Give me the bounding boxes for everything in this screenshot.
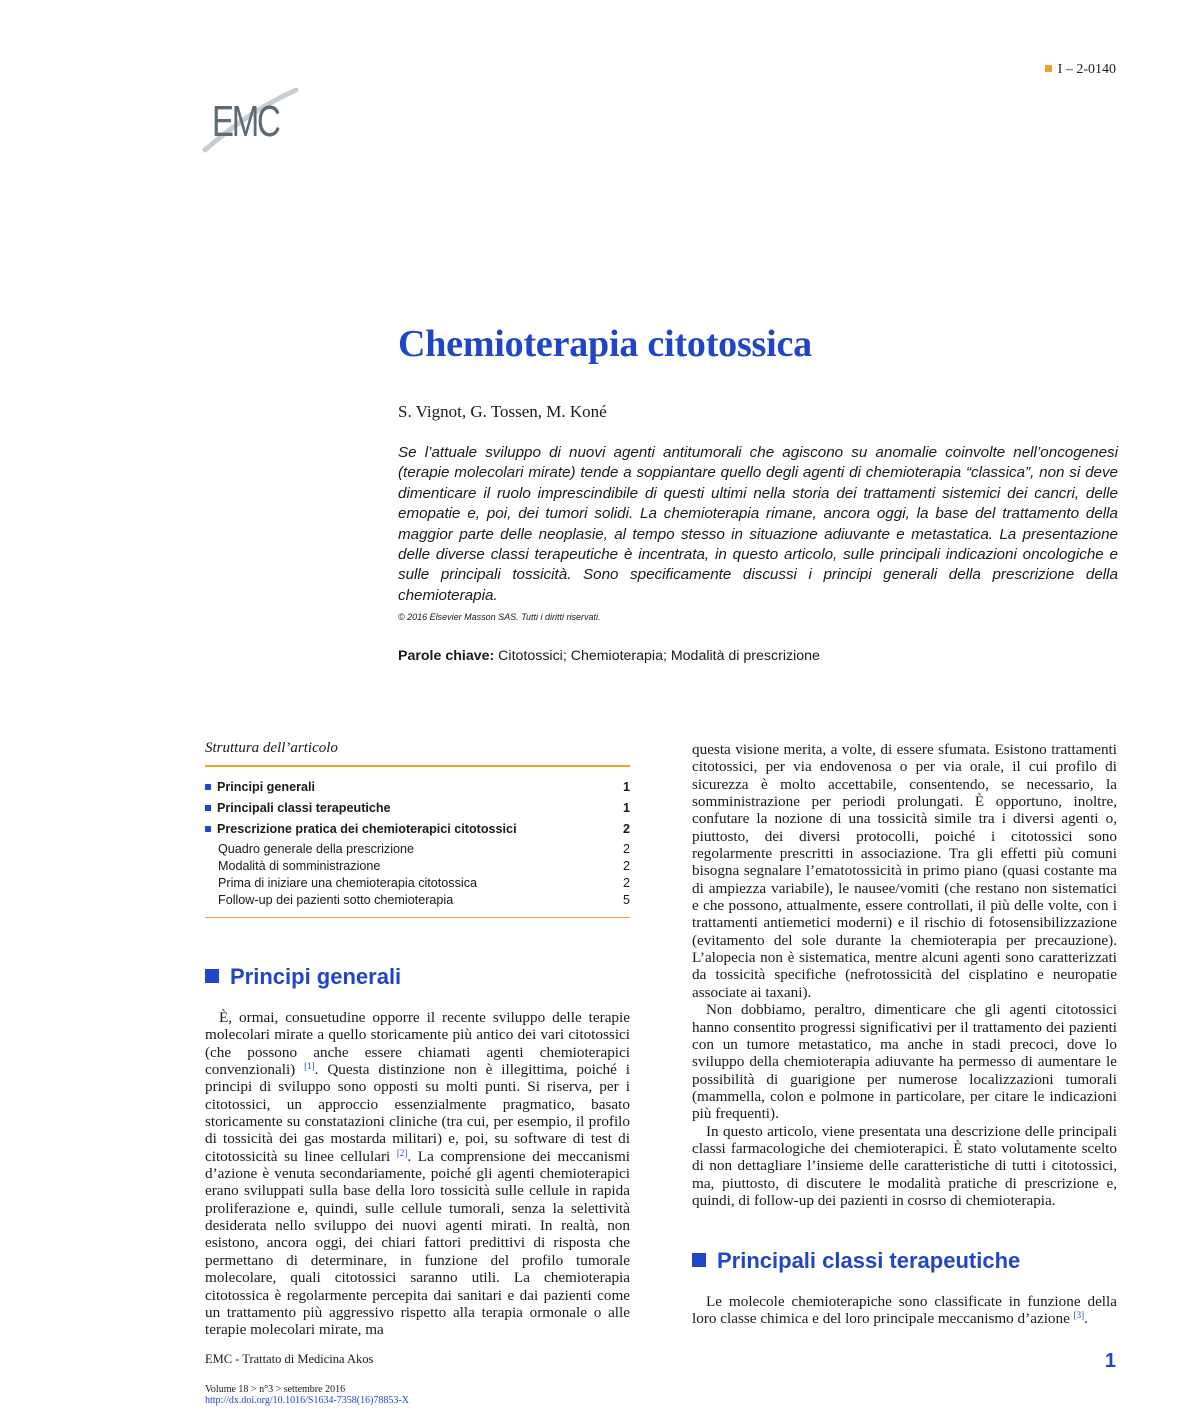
citation-link[interactable]: [1]	[304, 1061, 315, 1072]
toc-item-principali-classi[interactable]	[205, 800, 630, 817]
toc-item-label: Principi generali	[205, 779, 315, 796]
keywords-label: Parole chiave:	[398, 648, 495, 664]
outline-bottom-divider	[205, 917, 630, 918]
keywords	[398, 648, 820, 664]
article-title: Chemioterapia citotossica	[398, 323, 812, 365]
toc-item-label: Modalità di somministrazione	[218, 859, 381, 874]
toc-subitem-quadro-generale[interactable]	[205, 841, 630, 858]
toc-item-principi-generali[interactable]	[205, 779, 630, 796]
toc-item-prescrizione-pratica[interactable]	[205, 821, 630, 838]
toc-item-page: 2	[622, 821, 630, 836]
body-column-right	[692, 741, 1117, 1209]
text-run: . Questa distinzione non è illegittima, poiché i principi di sviluppo sono opposti su molti punti. Si riserva, per i citotossici, un approccio essenzialmente pragmatico, basato storicamente su constatazioni cliniche (tra cui, per esempio, il profilo di tossicità dei gas mostarda militari) e, poi, su software di test di citotossicità su linee cellulari	[205, 1061, 630, 1165]
footer-journal: EMC - Trattato di Medicina Akos	[205, 1352, 374, 1366]
toc-item-page: 1	[622, 780, 630, 794]
toc-subitem-follow-up[interactable]	[205, 892, 630, 909]
paragraph: questa visione merita, a volte, di essere sfumata. Esistono trattamenti citotossici, per via endovenosa o per via orale, il cui profilo di sicurezza è molto accettabile, consentendo, se necessario, la somministrazione per periodi prolungati. È opportuno, inoltre, confutare la nozione di una tossicità simile tra i diversi agenti o, piuttosto, dei diversi protocolli, poiché i citotossici sono regolarmente prescritti in associazione. Tra gli effetti più comuni bisogna segnalare l’ematotossicità in primo piano (quasi costante ma di ampiezza variabile), le nausee/vomiti (che restano non sistematici e che possono, attualmente, essere controllati, il più delle volte, con i trattamenti antiemetici moderni) e il rischio di fotosensibilizzazione (evitamento del sole durante la chemioterapia per precauzione). L’alopecia non è sistematica, mentre alcuni agenti sono caratterizzati da tossicità specifiche (nefrotossicità del cisplatino e neuropatie associate ai taxani).	[692, 741, 1117, 1001]
toc-item-label: Prescrizione pratica dei chemioterapici citotossici	[205, 821, 517, 838]
paragraph	[692, 1293, 1117, 1328]
logo-text: EMC	[212, 97, 279, 147]
toc-item-page: 2	[622, 842, 630, 857]
paragraph: Non dobbiamo, peraltro, dimenticare che gli agenti citotossici hanno consentito progressi significativi per il trattamento dei pazienti con un tumore metastatico, ma anche in stadi precoci, dove lo sviluppo della chemioterapia adiuvante ha permesso di aumentare le possibilità di guarigione per numerose localizzazioni tumorali (mammella, colon e polmone in particolare, per citare le indicazioni più frequenti).	[692, 1001, 1117, 1123]
toc-subitem-prima-di-iniziare[interactable]	[205, 875, 630, 892]
paragraph	[205, 1009, 630, 1339]
blue-square-icon	[205, 969, 219, 983]
section-heading-text: Principi generali	[230, 964, 402, 989]
outline-title: Struttura dell’articolo	[205, 740, 338, 756]
emc-logo-icon	[200, 78, 300, 154]
footer-volume: Volume 18 > n°3 > settembre 2016	[205, 1384, 346, 1395]
text-run: Le molecole chemioterapiche sono classificate in funzione della loro classe chimica e del loro principale meccanismo d’azione	[692, 1293, 1117, 1328]
section-heading-principali-classi	[692, 1248, 1020, 1274]
reference-code	[1045, 62, 1116, 78]
section-heading-text: Principali classi terapeutiche	[717, 1248, 1021, 1273]
text-run: È, ormai, consuetudine opporre il recente sviluppo delle terapie molecolari mirate a quello storicamente più antico dei vari citotossici (che possono anche essere chiamati agenti chemioterapici convenzionali)	[205, 1009, 630, 1079]
citation-link[interactable]: [2]	[396, 1147, 408, 1158]
page-number: 1	[1104, 1350, 1116, 1372]
body-column-right-lower	[692, 1293, 1117, 1328]
toc-item-page: 5	[622, 892, 630, 907]
text-run: . La comprensione dei meccanismi d’azione è venuta secondariamente, poiché gli agenti chemioterapici erano sviluppati sulla base della loro tossicità sulle cellule in rapida proliferazione e, quindi, sulle cellule tumorali, senza la selettività desiderata nello sviluppo dei nuovi agenti mirati. In realtà, non esistono, ancora oggi, dei chiari fattori predittivi di risposta che permettano di determinare, in funzione del profilo tumorale molecolare, quali citotossici saranno utili. La chemioterapia citotossica è regolarmente percepita dai sanitari e dai pazienti come un trattamento più aggressivo rispetto alla terapia ormonale o alle terapie molecolari mirate, ma	[205, 1147, 630, 1339]
copyright-notice: © 2016 Elsevier Masson SAS. Tutti i diritti riservati.	[398, 612, 601, 622]
toc-item-page: 2	[622, 875, 630, 890]
citation-link[interactable]: [3]	[1073, 1310, 1085, 1321]
article-authors: S. Vignot, G. Tossen, M. Koné	[398, 402, 607, 421]
toc-item-label: Principali classi terapeutiche	[205, 800, 391, 817]
toc-item-label: Prima di iniziare una chemioterapia citotossica	[218, 875, 477, 890]
toc-item-label: Follow-up dei pazienti sotto chemioterapia	[218, 892, 454, 907]
article-abstract: Se l’attuale sviluppo di nuovi agenti antitumorali che agiscono su anomalie coinvolte nell’oncogenesi (terapie molecolari mirate) tende a soppiantare quello degli agenti di chemioterapia “classica”, non si deve dimenticare il ruolo imprescindibile di questi ultimi nella storia dei trattamenti sistemici dei cancri, delle emopatie e, poi, dei tumori solidi. La chemioterapia rimane, ancora oggi, la base del trattamento della maggior parte delle neoplasie, al tempo stesso in situazione adiuvante e metastatica. La presentazione delle diverse classi terapeutiche è incentrata, in questo articolo, sulle principali indicazioni oncologiche e sulle principali tossicità. Sono specificamente discussi i principi generali della prescrizione della chemioterapia.	[398, 444, 1118, 604]
toc-item-page: 2	[622, 859, 630, 874]
text-run: .	[1084, 1310, 1088, 1328]
orange-square-icon	[1045, 65, 1052, 72]
article-outline	[205, 740, 630, 918]
toc-item-label: Quadro generale della prescrizione	[218, 842, 415, 857]
reference-code-text: I – 2-0140	[1057, 62, 1116, 77]
keywords-list: Citotossici; Chemioterapia; Modalità di prescrizione	[498, 648, 820, 664]
toc-subitem-modalita[interactable]	[205, 858, 630, 875]
body-column-left	[205, 1009, 630, 1339]
footer-doi-link[interactable]: http://dx.doi.org/10.1016/S1634-7358(16)78853-X	[205, 1395, 409, 1406]
section-heading-principi-generali	[205, 964, 401, 990]
paragraph: In questo articolo, viene presentata una descrizione delle principali classi farmacologiche dei chemioterapici. È stato volutamente scelto di non dettagliare l’insieme delle caratteristiche di tutti i citotossici, ma, piuttosto, di discutere le modalità pratiche di prescrizione e, quindi, di follow-up dei pazienti in cosrso di chemioterapia.	[692, 1122, 1117, 1209]
emc-logo	[200, 78, 300, 154]
toc-item-page: 1	[622, 800, 630, 815]
blue-square-icon	[692, 1253, 706, 1267]
outline-divider	[205, 765, 630, 767]
